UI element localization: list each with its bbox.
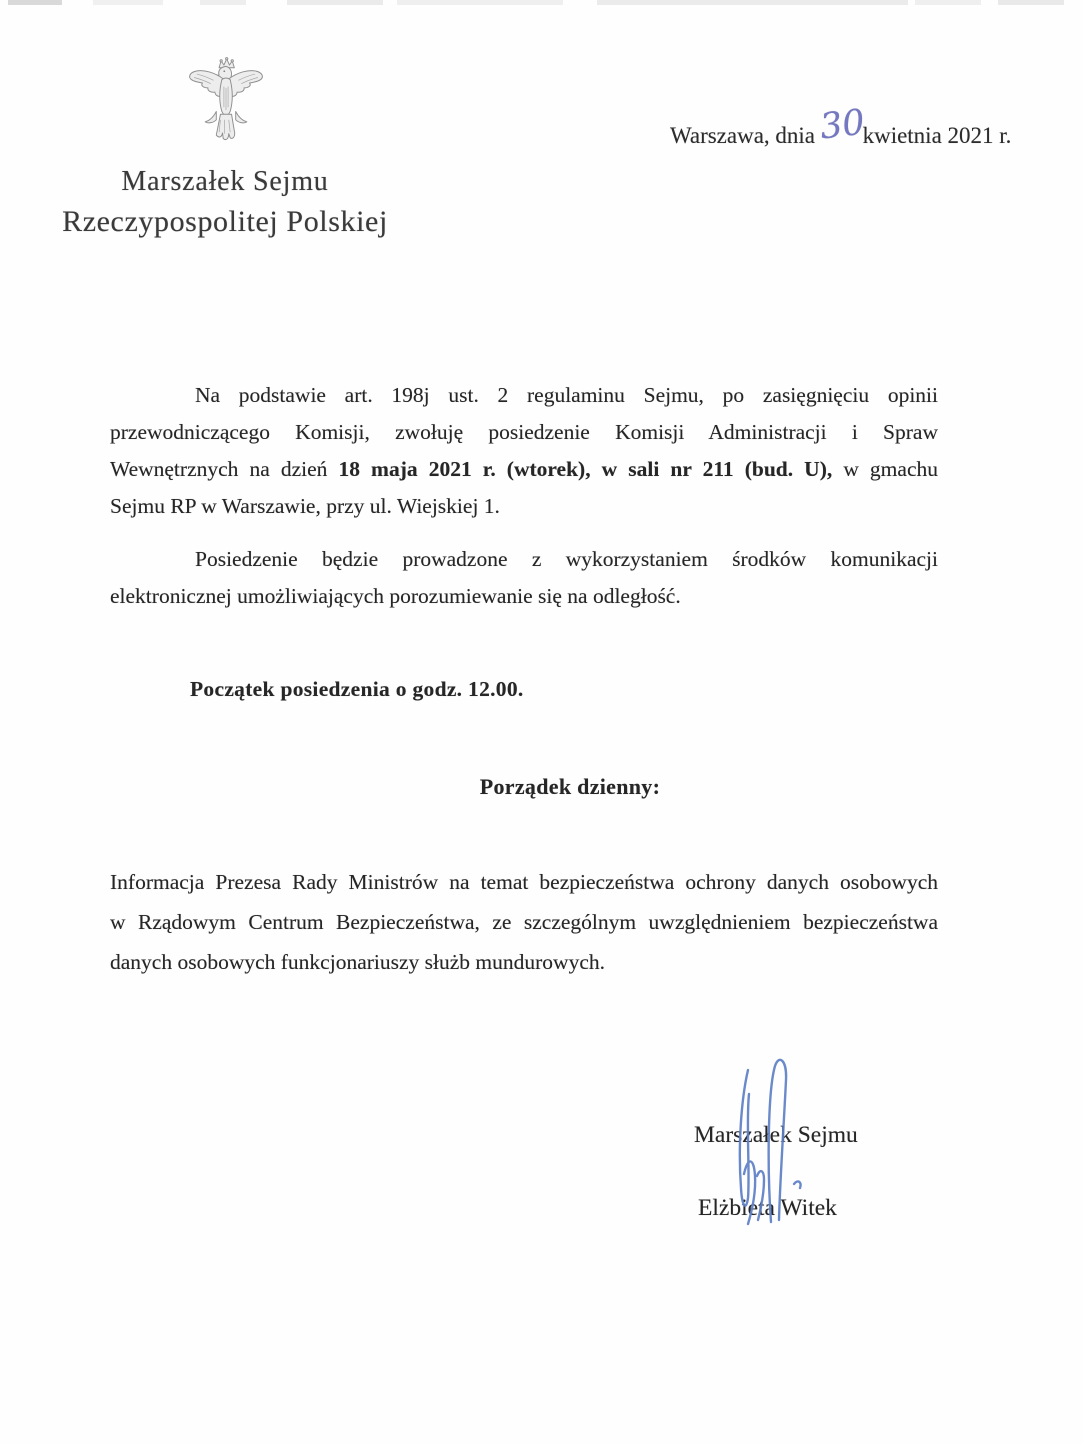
- paragraph-line: Informacja Prezesa Rady Ministrów na temat bezpieczeństwa ochrony danych osobowych: [110, 870, 938, 894]
- scan-artifact-segment: [287, 0, 383, 5]
- meeting-time-line: Początek posiedzenia o godz. 12.00.: [190, 677, 524, 701]
- paragraph-line: elektronicznej umożliwiających porozumiewanie się na odległość.: [110, 584, 681, 608]
- paragraph-line: danych osobowych funkcjonariuszy służb mundurowych.: [110, 950, 605, 974]
- scan-artifact-segment: [93, 0, 163, 5]
- handwritten-signature-icon: [724, 1056, 816, 1228]
- scan-artifact-segment: [8, 0, 62, 5]
- line-segment: Wewnętrznych na dzień: [110, 457, 339, 481]
- scan-artifact-segment: [998, 0, 1064, 5]
- scan-artifact-segment: [597, 0, 908, 5]
- signature-name: Elżbieta Witek: [698, 1195, 837, 1221]
- date-suffix: kwietnia 2021 r.: [862, 123, 1012, 148]
- paragraph-line: Posiedzenie będzie prowadzone z wykorzystaniem środków komunikacji: [195, 547, 938, 571]
- letterhead: [26, 160, 424, 240]
- letterhead-office-line1: Marszałek Sejmu: [121, 166, 329, 197]
- line-segment: w gmachu: [832, 457, 938, 481]
- meeting-date-room-bold: 18 maja 2021 r. (wtorek), w sali nr 211 (bud. U),: [338, 457, 833, 481]
- scan-artifact-segment: [915, 0, 981, 5]
- handwritten-day-number: 30: [817, 102, 867, 148]
- agenda-item: [110, 862, 938, 982]
- letterhead-office-line2: Rzeczypospolitej Polskiej: [62, 205, 388, 238]
- paragraph-line: przewodniczącego Komisji, zwołuję posiedzenie Komisji Administracji i Spraw: [110, 420, 938, 444]
- agenda-heading: Porządek dzienny:: [479, 774, 661, 799]
- polish-eagle-emblem-icon: [184, 56, 268, 160]
- paragraph-legal-basis: [110, 377, 938, 525]
- paragraph-line: [110, 451, 938, 488]
- signature-title: Marszałek Sejmu: [694, 1122, 858, 1148]
- scan-artifact-segment: [397, 0, 563, 5]
- date-prefix: Warszawa, dnia: [670, 123, 816, 148]
- date-line: [670, 102, 1012, 152]
- paragraph-line: Na podstawie art. 198j ust. 2 regulaminu Sejmu, po zasięgnięciu opinii: [195, 383, 938, 407]
- paragraph-line: w Rządowym Centrum Bezpieczeństwa, ze szczególnym uwzględnieniem bezpieczeństwa: [110, 910, 938, 934]
- paragraph-remote-participation: [110, 541, 938, 615]
- paragraph-line: Sejmu RP w Warszawie, przy ul. Wiejskiej 1.: [110, 494, 500, 518]
- scan-artifact-segment: [200, 0, 246, 5]
